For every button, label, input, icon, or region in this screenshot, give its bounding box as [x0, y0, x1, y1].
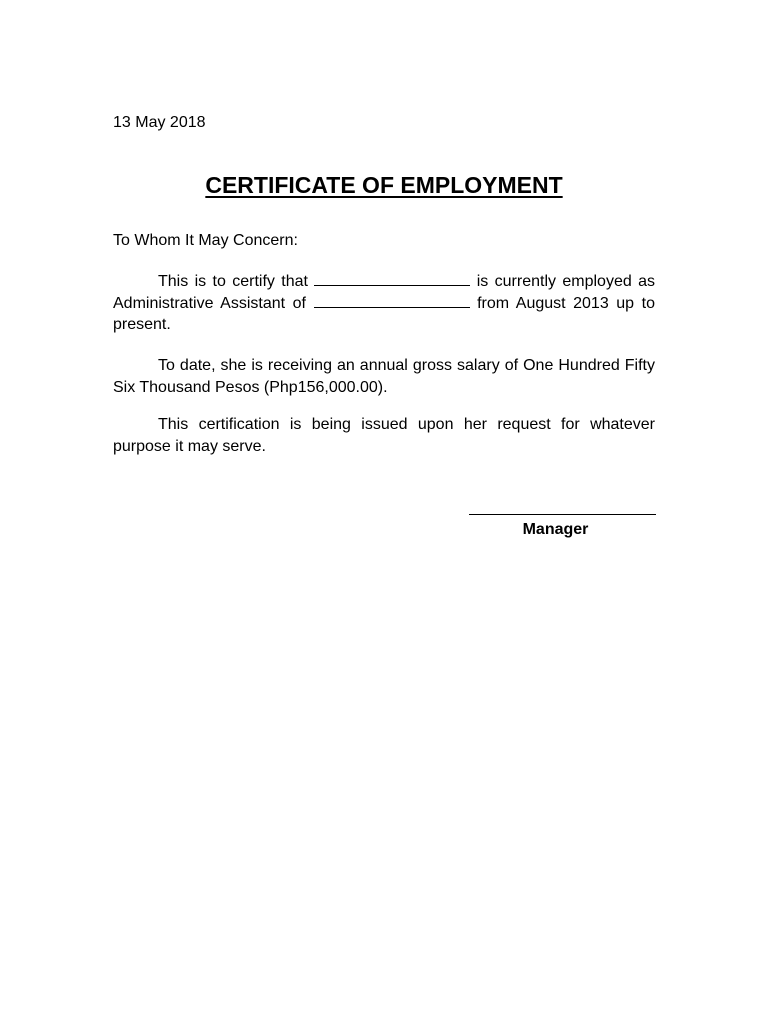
signatory-title: Manager — [522, 521, 589, 538]
document-title-text: CERTIFICATE OF EMPLOYMENT — [205, 172, 563, 198]
signature-line — [469, 514, 656, 515]
paragraph-employment — [113, 271, 655, 336]
employee-name-blank — [314, 272, 470, 286]
document-title — [0, 170, 768, 200]
paragraph-purpose: This certification is being issued upon her request for whatever purpose it may serve. — [113, 416, 655, 455]
paragraph-employment-part2: is currently employed as Administrative Assistant of — [113, 273, 656, 312]
paragraph-employment-part3: from August 2013 up to present. — [113, 294, 655, 333]
company-name-blank — [314, 294, 470, 308]
document-date: 13 May 2018 — [113, 114, 206, 131]
paragraph-employment-part1: This is to certify that — [158, 273, 308, 290]
paragraph-salary: To date, she is receiving an annual gross salary of One Hundred Fifty Six Thousand Pesos (Php156,000.00). — [113, 357, 655, 396]
salutation: To Whom It May Concern: — [113, 232, 298, 249]
